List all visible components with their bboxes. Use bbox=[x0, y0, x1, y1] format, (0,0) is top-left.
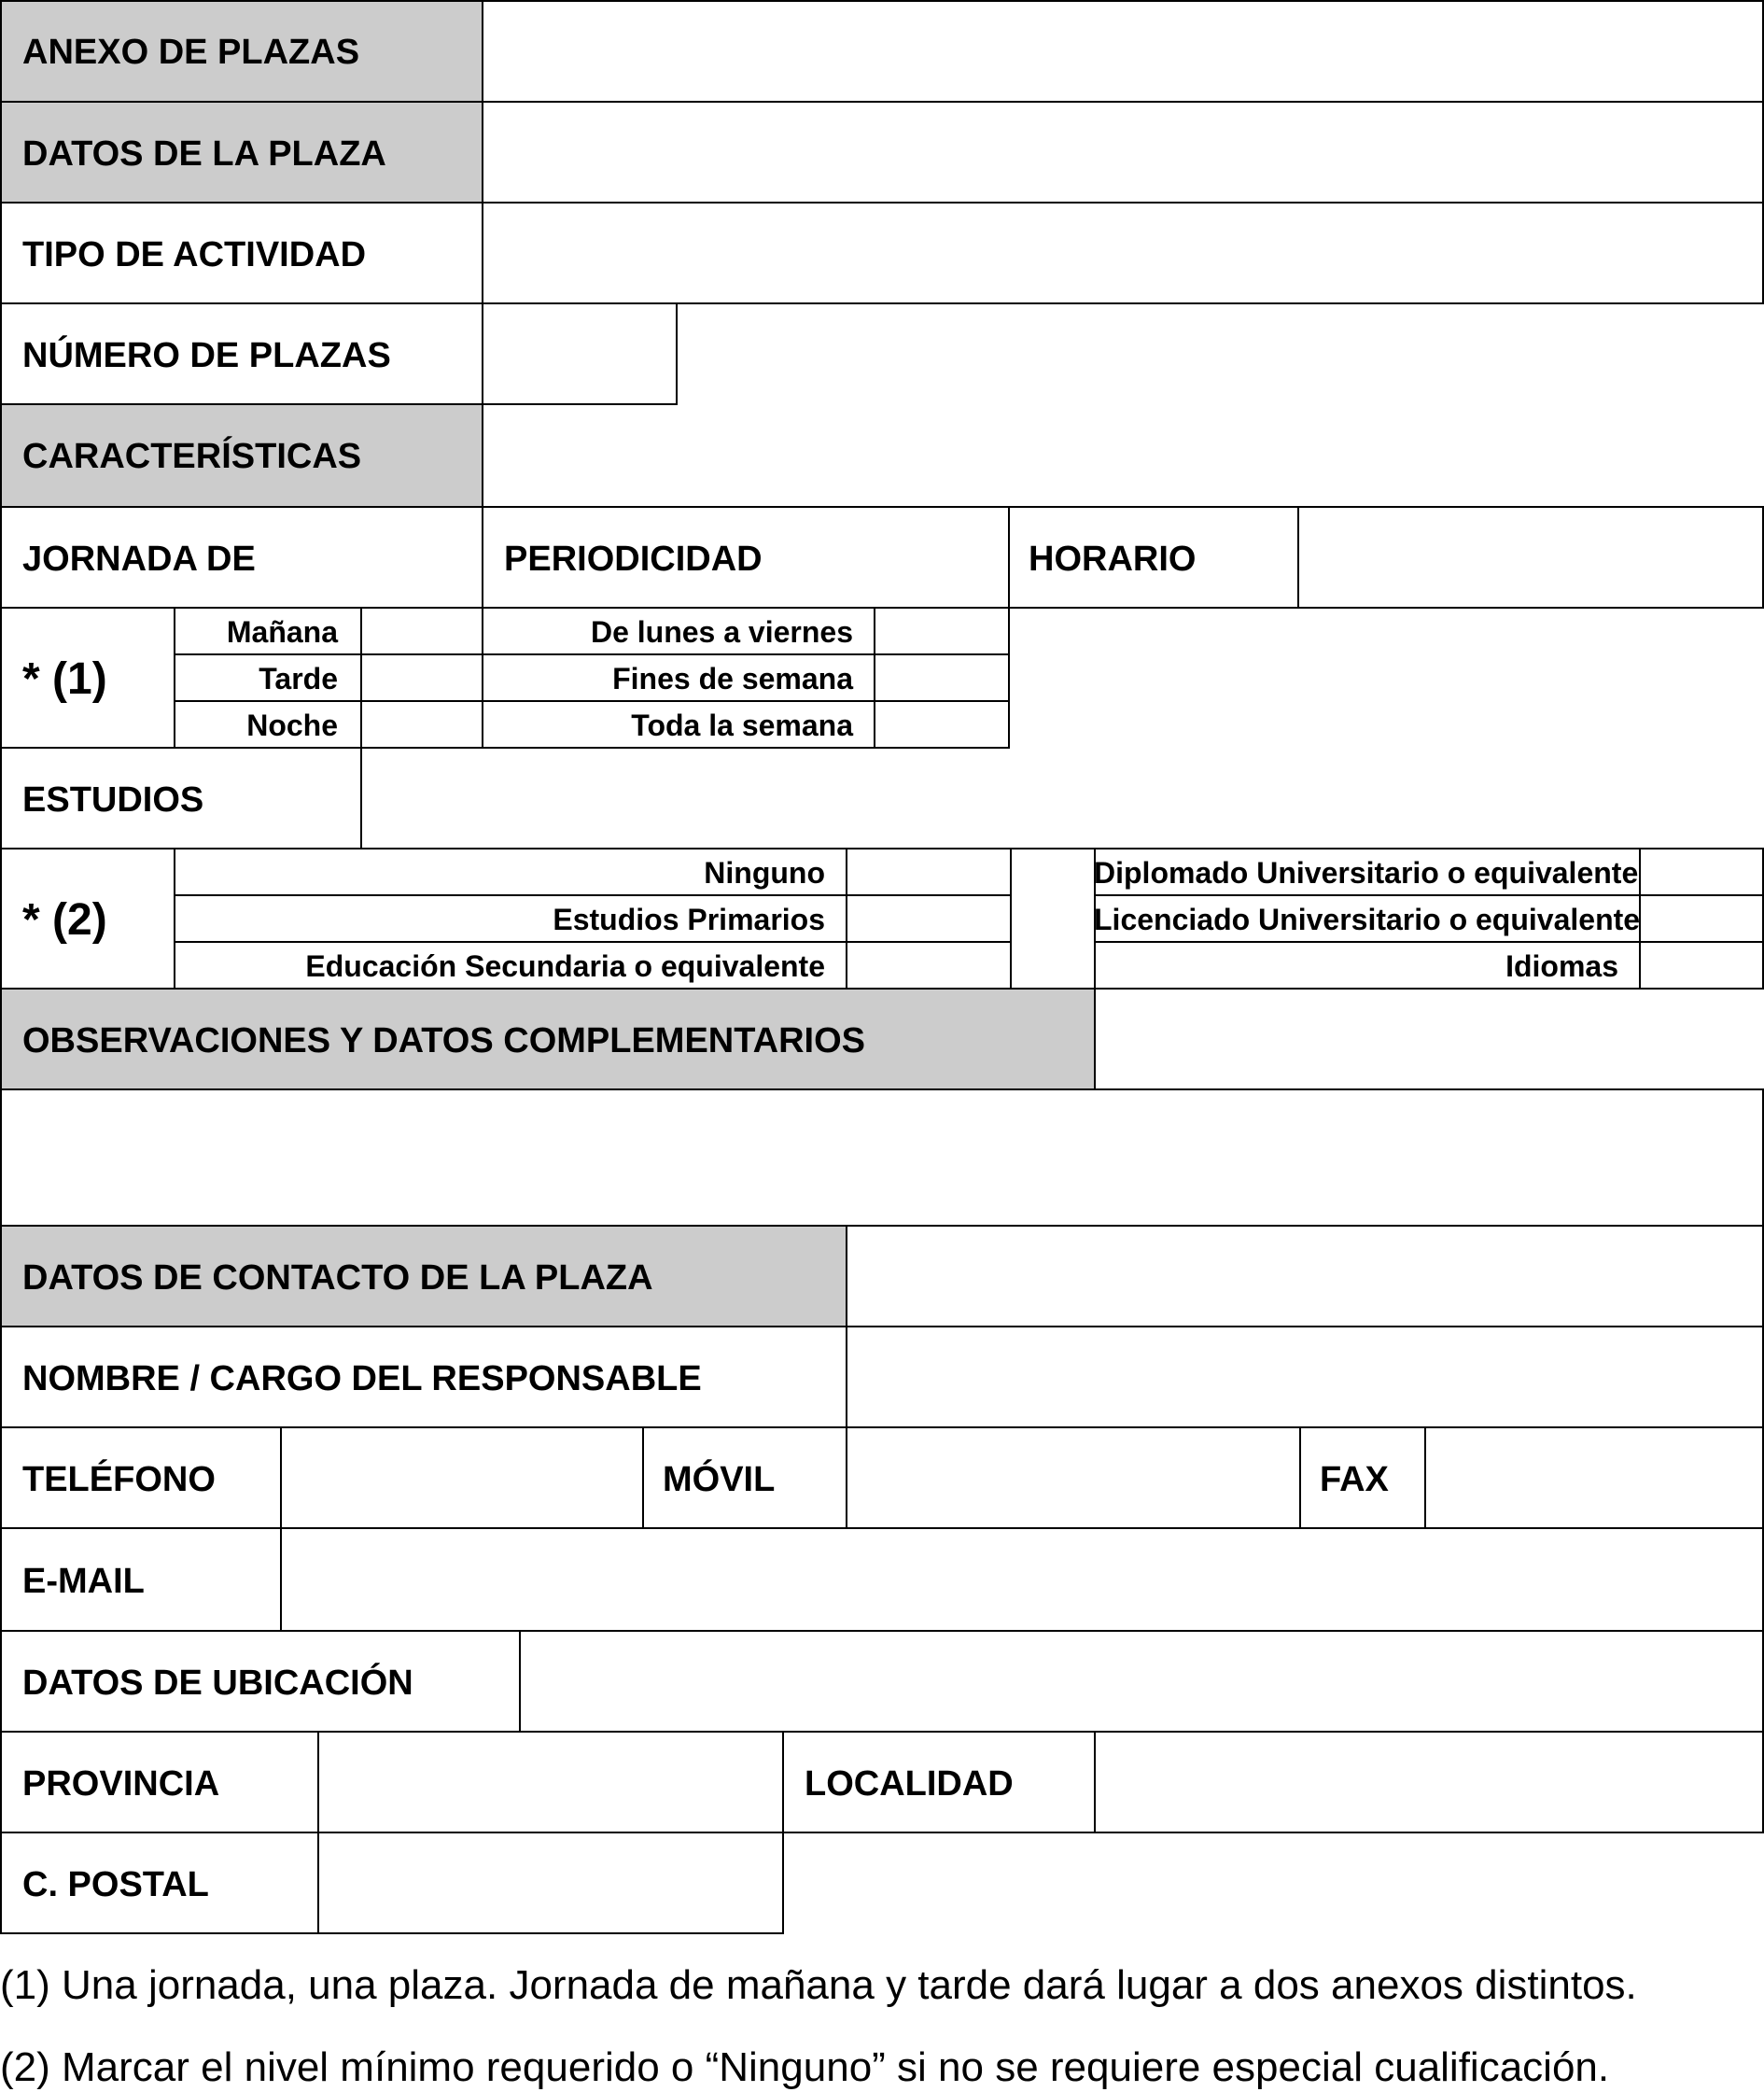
datos-de-ubicacion-field[interactable] bbox=[519, 1630, 1764, 1733]
jornada-option-checkbox[interactable] bbox=[360, 653, 483, 702]
email-field[interactable] bbox=[280, 1527, 1764, 1632]
nota-2-label: * (2) bbox=[22, 895, 107, 945]
observaciones-field[interactable] bbox=[0, 1088, 1764, 1227]
nota-1-label: * (1) bbox=[22, 654, 107, 704]
estudios-option-checkbox[interactable] bbox=[846, 848, 1012, 896]
periodicidad-option-label: Toda la semana bbox=[631, 709, 853, 742]
tipo-de-actividad-field[interactable] bbox=[482, 202, 1764, 304]
fax-field[interactable] bbox=[1424, 1426, 1764, 1529]
jornada-option-checkbox[interactable] bbox=[360, 700, 483, 749]
horario-label: HORARIO bbox=[1029, 540, 1197, 579]
periodicidad-option-label: Fines de semana bbox=[612, 662, 853, 695]
estudios-option-checkbox[interactable] bbox=[1639, 848, 1764, 896]
anexo-de-plazas-field[interactable] bbox=[482, 0, 1764, 103]
movil-label: MÓVIL bbox=[663, 1460, 776, 1499]
caracteristicas-label: CARACTERÍSTICAS bbox=[22, 437, 362, 476]
numero-de-plazas-field[interactable] bbox=[482, 302, 678, 405]
telefono-label: TELÉFONO bbox=[22, 1460, 216, 1499]
periodicidad-option-checkbox[interactable] bbox=[874, 607, 1010, 655]
numero-de-plazas-label: NÚMERO DE PLAZAS bbox=[22, 336, 391, 375]
jornada-option-label: Noche bbox=[246, 709, 338, 742]
estudios-option-label: Licenciado Universitario o equivalente bbox=[1094, 903, 1641, 936]
movil-field[interactable] bbox=[846, 1426, 1301, 1529]
estudios-option-label: Educación Secundaria o equivalente bbox=[305, 949, 825, 983]
horario-field[interactable] bbox=[1297, 506, 1764, 609]
periodicidad-option-label: De lunes a viernes bbox=[590, 615, 853, 649]
periodicidad-label: PERIODICIDAD bbox=[504, 540, 763, 579]
estudios-spacer-cell bbox=[1010, 848, 1096, 990]
anexo-de-plazas-label: ANEXO DE PLAZAS bbox=[22, 33, 360, 72]
localidad-field[interactable] bbox=[1094, 1731, 1764, 1833]
observaciones-label: OBSERVACIONES Y DATOS COMPLEMENTARIOS bbox=[22, 1021, 865, 1060]
nombre-cargo-field[interactable] bbox=[846, 1326, 1764, 1428]
localidad-label: LOCALIDAD bbox=[805, 1764, 1014, 1804]
jornada-option-checkbox[interactable] bbox=[360, 607, 483, 655]
datos-de-ubicacion-label: DATOS DE UBICACIÓN bbox=[22, 1664, 413, 1703]
jornada-de-label: JORNADA DE bbox=[22, 540, 256, 579]
estudios-option-label: Diplomado Universitario o equivalente bbox=[1094, 856, 1639, 890]
provincia-label: PROVINCIA bbox=[22, 1764, 220, 1804]
periodicidad-option-checkbox[interactable] bbox=[874, 700, 1010, 749]
footnote-2: (2) Marcar el nivel mínimo requerido o “Ninguno” si no se requiere especial cualificación. bbox=[0, 2044, 1610, 2090]
datos-de-contacto-label: DATOS DE CONTACTO DE LA PLAZA bbox=[22, 1258, 653, 1298]
estudios-option-label: Ninguno bbox=[704, 856, 825, 890]
datos-de-la-plaza-field[interactable] bbox=[482, 101, 1764, 204]
estudios-option-checkbox[interactable] bbox=[1639, 941, 1764, 990]
c-postal-field[interactable] bbox=[317, 1832, 784, 1934]
nombre-cargo-label: NOMBRE / CARGO DEL RESPONSABLE bbox=[22, 1359, 702, 1398]
c-postal-label: C. POSTAL bbox=[22, 1865, 209, 1904]
estudios-option-checkbox[interactable] bbox=[846, 894, 1012, 943]
provincia-field[interactable] bbox=[317, 1731, 784, 1833]
telefono-field[interactable] bbox=[280, 1426, 644, 1529]
footnote-1: (1) Una jornada, una plaza. Jornada de mañana y tarde dará lugar a dos anexos distintos. bbox=[0, 1962, 1637, 2008]
tipo-de-actividad-label: TIPO DE ACTIVIDAD bbox=[22, 235, 367, 274]
email-label: E-MAIL bbox=[22, 1562, 145, 1601]
jornada-option-label: Tarde bbox=[259, 662, 338, 695]
estudios-option-label: Idiomas bbox=[1505, 949, 1618, 983]
estudios-label: ESTUDIOS bbox=[22, 780, 204, 820]
estudios-option-checkbox[interactable] bbox=[846, 941, 1012, 990]
datos-de-la-plaza-label: DATOS DE LA PLAZA bbox=[22, 134, 386, 174]
estudios-option-checkbox[interactable] bbox=[1639, 894, 1764, 943]
fax-label: FAX bbox=[1320, 1460, 1389, 1499]
periodicidad-option-checkbox[interactable] bbox=[874, 653, 1010, 702]
jornada-option-label: Mañana bbox=[226, 615, 338, 649]
estudios-option-label: Estudios Primarios bbox=[553, 903, 825, 936]
datos-de-contacto-field[interactable] bbox=[846, 1225, 1764, 1327]
